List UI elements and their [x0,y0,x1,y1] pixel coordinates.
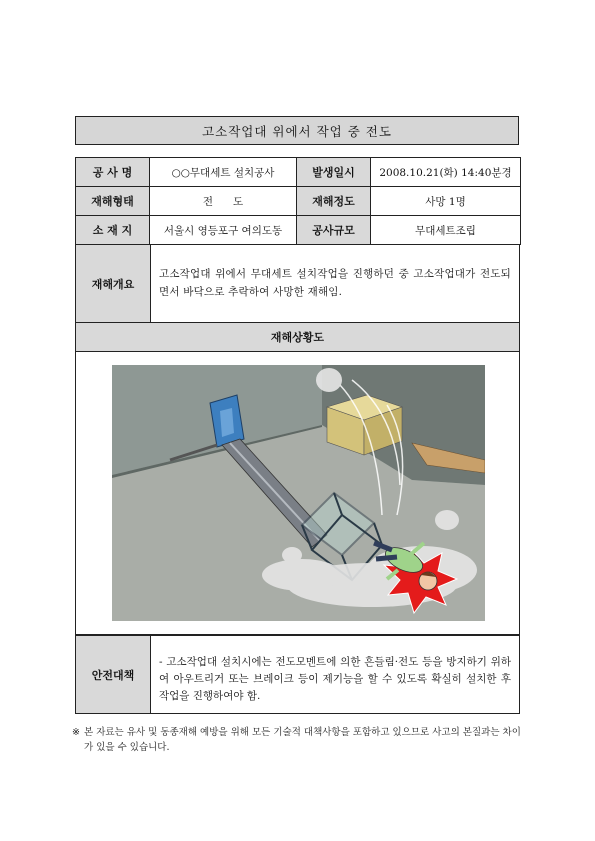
label-occurrence-time: 발생일시 [297,158,371,187]
label-accident-severity: 재해정도 [297,187,371,216]
overview-section [75,245,520,323]
situation-header: 재해상황도 [75,323,520,352]
info-row-location [76,216,521,245]
safety-measures-section [75,635,520,714]
disclaimer-text: 본 자료는 유사 및 동종재해 예방을 위해 모든 기술적 대책사항을 포함하고 있으므로 사고의 본질과는 차이가 있을 수 있습니다. [84,727,521,753]
situation-illustration-area [75,352,520,635]
label-location: 소 재 지 [76,216,150,245]
info-row-project [76,158,521,187]
label-accident-type: 재해형태 [76,187,150,216]
accident-illustration [112,365,485,621]
accident-info-table [75,157,521,245]
value-occurrence-time: 2008.10.21(화) 14:40분경 [371,158,521,187]
safety-measures-label: 안전대책 [76,636,151,713]
label-project-scale: 공사규모 [297,216,371,245]
value-project-scale: 무대세트조립 [371,216,521,245]
label-project-name: 공 사 명 [76,158,150,187]
overview-label: 재해개요 [76,245,151,322]
value-accident-type: 전 도 [150,187,297,216]
safety-measures-text: - 고소작업대 설치시에는 전도모멘트에 의한 흔들림·전도 등을 방지하기 위하여 아우트리거 또는 브레이크 등이 제기능을 할 수 있도록 확실히 설치한 후 작업을 진행하여야 함. [159,656,511,702]
info-row-type [76,187,521,216]
reference-mark: ※ [72,727,80,738]
value-location: 서울시 영등포구 여의도동 [150,216,297,245]
disclaimer-note [72,725,524,755]
value-project-name: ○○무대세트 설치공사 [150,158,297,187]
document-title: 고소작업대 위에서 작업 중 전도 [75,116,519,145]
value-accident-severity: 사망 1명 [371,187,521,216]
overview-text: 고소작업대 위에서 무대세트 설치작업을 진행하던 중 고소작업대가 전도되면서 바닥으로 추락하여 사망한 재해임. [159,268,511,298]
